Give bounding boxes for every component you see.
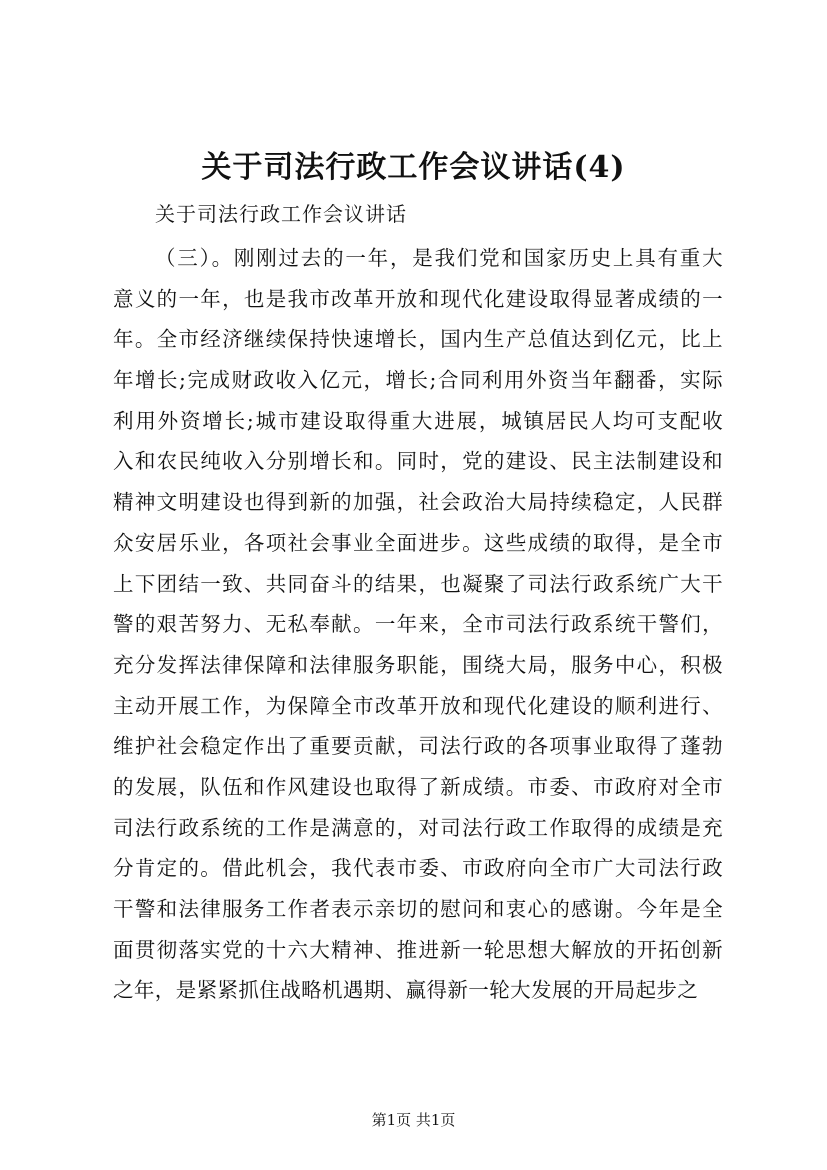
- body-line: 维护社会稳定作出了重要贡献，司法行政的各项事业取得了蓬勃: [113, 734, 723, 759]
- body-line: 利用外资增长;城市建设取得重大进展，城镇居民人均可支配收: [113, 408, 723, 433]
- document-subtitle: 关于司法行政工作会议讲话: [155, 202, 407, 226]
- body-line: 司法行政系统的工作是满意的，对司法行政工作取得的成绩是充: [113, 815, 723, 840]
- body-line: 警的艰苦努力、无私奉献。一年来，全市司法行政系统干警们，: [113, 612, 723, 637]
- body-line: 入和农民纯收入分别增长和。同时，党的建设、民主法制建设和: [113, 449, 723, 474]
- body-line: 之年，是紧紧抓住战略机遇期、赢得新一轮大发展的开局起步之: [113, 978, 699, 1003]
- body-line: 年增长;完成财政收入亿元，增长;合同利用外资当年翻番，实际: [113, 368, 723, 393]
- page-number: 第1页 共1页: [371, 1111, 456, 1129]
- body-line: （三）。刚刚过去的一年，是我们党和国家历史上具有重大: [155, 246, 723, 270]
- document-title: 关于司法行政工作会议讲话(4): [201, 150, 626, 185]
- body-line: 主动开展工作，为保障全市改革开放和现代化建设的顺利进行、: [113, 693, 723, 718]
- body-line: 干警和法律服务工作者表示亲切的慰问和衷心的感谢。今年是全: [113, 897, 723, 921]
- body-line: 分肯定的。借此机会，我代表市委、市政府向全市广大司法行政: [113, 856, 723, 881]
- body-line: 上下团结一致、共同奋斗的结果，也凝聚了司法行政系统广大干: [113, 571, 723, 596]
- body-line: 充分发挥法律保障和法律服务职能，围绕大局，服务中心，积极: [113, 652, 723, 677]
- document-body: [113, 238, 723, 1011]
- body-line: 精神文明建设也得到新的加强，社会政治大局持续稳定，人民群: [113, 490, 723, 515]
- body-line: 面贯彻落实党的十六大精神、推进新一轮思想大解放的开拓创新: [113, 937, 723, 962]
- body-line: 意义的一年，也是我市改革开放和现代化建设取得显著成绩的一: [113, 286, 723, 311]
- body-line: 年。全市经济继续保持快速增长，国内生产总值达到亿元，比上: [113, 327, 723, 352]
- body-line: 的发展，队伍和作风建设也取得了新成绩。市委、市政府对全市: [113, 774, 723, 799]
- body-line: 众安居乐业，各项社会事业全面进步。这些成绩的取得，是全市: [113, 530, 723, 555]
